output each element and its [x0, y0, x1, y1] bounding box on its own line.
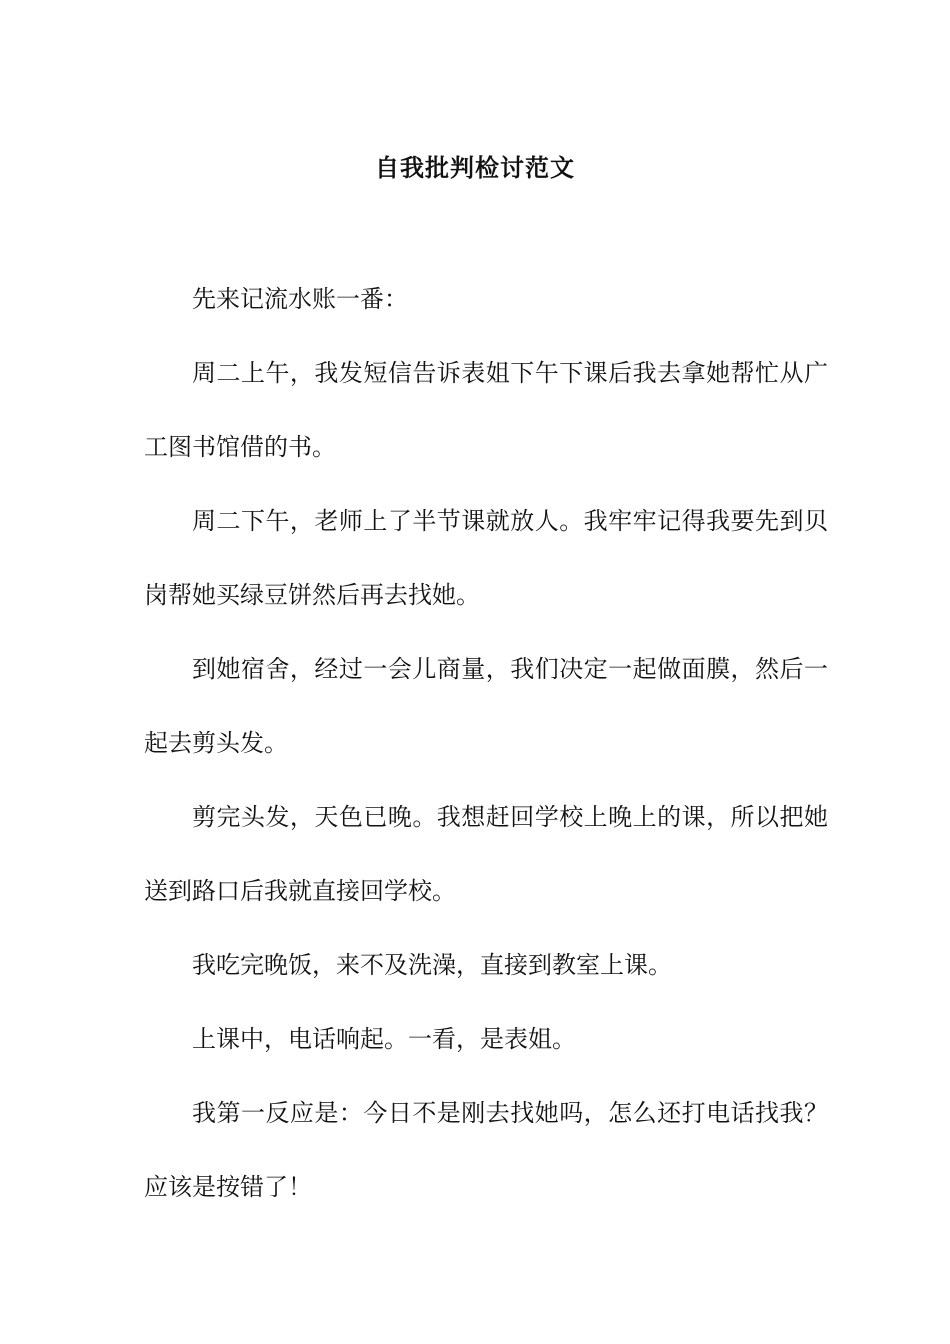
- document-title: 自我批判检讨范文: [375, 153, 575, 183]
- document-body: [144, 262, 828, 1224]
- paragraph-7: 上课中，电话响起。一看，是表姐。: [192, 1025, 576, 1053]
- paragraph-5: 剪完头发，天色已晚。我想赶回学校上晚上的课，所以把她送到路口后我就直接回学校。: [144, 803, 828, 905]
- paragraph-2: 周二上午，我发短信告诉表姐下午下课后我去拿她帮忙从广工图书馆借的书。: [144, 359, 828, 461]
- paragraph-1: 先来记流水账一番：: [192, 285, 408, 313]
- paragraph-3: 周二下午，老师上了半节课就放人。我牢牢记得我要先到贝岗帮她买绿豆饼然后再去找她。: [144, 507, 828, 609]
- paragraph-8: 我第一反应是：今日不是刚去找她吗，怎么还打电话找我？应该是按错了！: [144, 1099, 828, 1201]
- paragraph-6: 我吃完晚饭，来不及洗澡，直接到教室上课。: [192, 951, 672, 979]
- paragraph-4: 到她宿舍，经过一会儿商量，我们决定一起做面膜，然后一起去剪头发。: [144, 655, 828, 757]
